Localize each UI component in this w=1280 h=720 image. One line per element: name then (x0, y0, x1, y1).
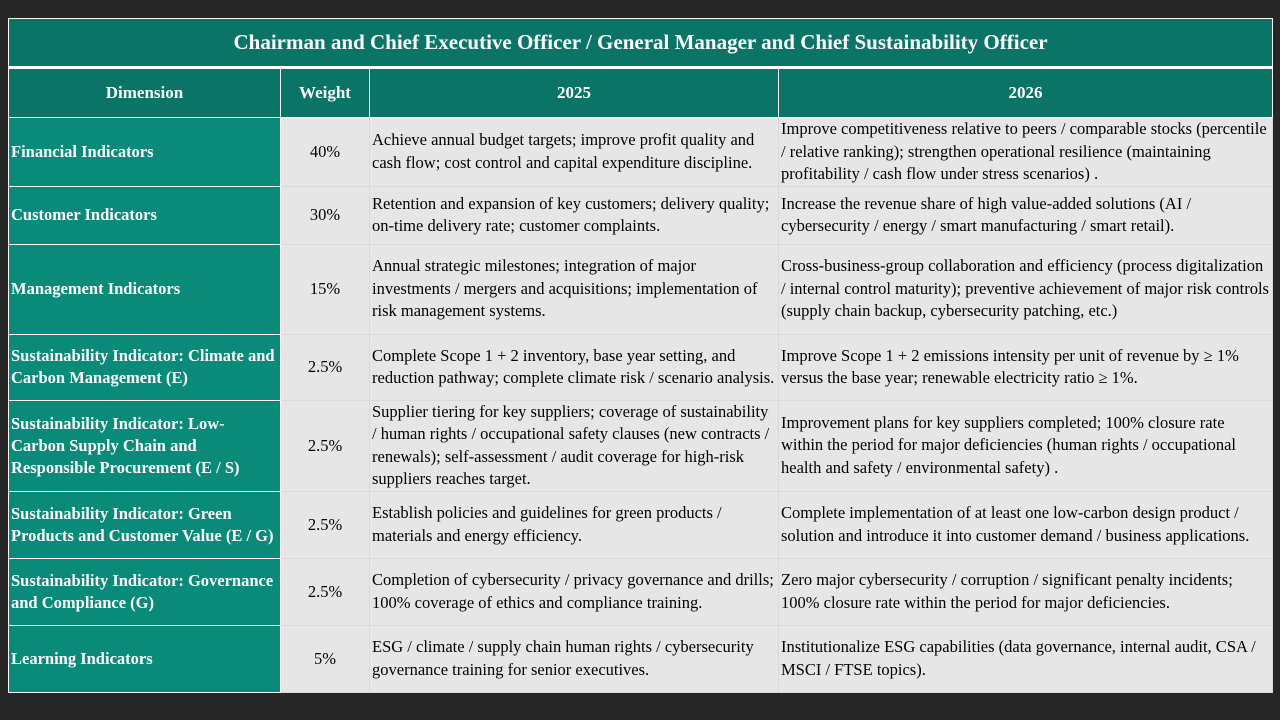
table-row (9, 118, 1273, 187)
goal-2026-cell: Complete implementation of at least one low-carbon design product / solution and introduce it into customer demand / business applications. (779, 491, 1273, 558)
weight-cell: 15% (281, 244, 370, 334)
goal-2025-cell: Completion of cybersecurity / privacy governance and drills; 100% coverage of ethics and compliance training. (370, 558, 779, 625)
dimension-cell: Financial Indicators (9, 118, 281, 187)
kpi-table (8, 18, 1273, 693)
slide-frame (8, 18, 1272, 692)
weight-cell: 2.5% (281, 400, 370, 491)
goal-2025-cell: Complete Scope 1 + 2 inventory, base year setting, and reduction pathway; complete climate risk / scenario analysis. (370, 334, 779, 400)
header-weight: Weight (281, 68, 370, 118)
header-2026: 2026 (779, 68, 1273, 118)
table-row (9, 244, 1273, 334)
weight-cell: 2.5% (281, 334, 370, 400)
goal-2026-cell: Improvement plans for key suppliers completed; 100% closure rate within the period for major deficiencies (human rights / occupational health and safety / environmental safety) . (779, 400, 1273, 491)
dimension-cell: Sustainability Indicator: Green Products and Customer Value (E / G) (9, 491, 281, 558)
dimension-cell: Sustainability Indicator: Governance and Compliance (G) (9, 558, 281, 625)
goal-2025-cell: Supplier tiering for key suppliers; coverage of sustainability / human rights / occupational safety clauses (new contracts / renewals); self-assessment / audit coverage for high-risk suppliers reaches target. (370, 400, 779, 491)
goal-2026-cell: Improve competitiveness relative to peers / comparable stocks (percentile / relative ranking); strengthen operational resilience (maintaining profitability / cash flow under stress scenarios) . (779, 118, 1273, 187)
dimension-cell: Sustainability Indicator: Low-Carbon Supply Chain and Responsible Procurement (E / S) (9, 400, 281, 491)
table-row (9, 491, 1273, 558)
dimension-cell: Management Indicators (9, 244, 281, 334)
goal-2026-cell: Increase the revenue share of high value-added solutions (AI / cybersecurity / energy / smart manufacturing / smart retail). (779, 186, 1273, 244)
weight-cell: 40% (281, 118, 370, 187)
table-title: Chairman and Chief Executive Officer / General Manager and Chief Sustainability Officer (9, 19, 1273, 68)
goal-2026-cell: Institutionalize ESG capabilities (data governance, internal audit, CSA / MSCI / FTSE topics). (779, 625, 1273, 692)
dimension-cell: Learning Indicators (9, 625, 281, 692)
goal-2025-cell: Achieve annual budget targets; improve profit quality and cash flow; cost control and capital expenditure discipline. (370, 118, 779, 187)
weight-cell: 2.5% (281, 558, 370, 625)
weight-cell: 5% (281, 625, 370, 692)
table-row (9, 186, 1273, 244)
header-dimension: Dimension (9, 68, 281, 118)
table-row (9, 334, 1273, 400)
goal-2026-cell: Cross-business-group collaboration and efficiency (process digitalization / internal control maturity); preventive achievement of major risk controls (supply chain backup, cybersecurity patching, etc.) (779, 244, 1273, 334)
goal-2025-cell: Annual strategic milestones; integration of major investments / mergers and acquisitions; implementation of risk management systems. (370, 244, 779, 334)
table-row (9, 400, 1273, 491)
dimension-cell: Customer Indicators (9, 186, 281, 244)
goal-2025-cell: Retention and expansion of key customers; delivery quality; on-time delivery rate; customer complaints. (370, 186, 779, 244)
table-row (9, 625, 1273, 692)
goal-2025-cell: Establish policies and guidelines for green products / materials and energy efficiency. (370, 491, 779, 558)
weight-cell: 2.5% (281, 491, 370, 558)
dimension-cell: Sustainability Indicator: Climate and Carbon Management (E) (9, 334, 281, 400)
goal-2026-cell: Zero major cybersecurity / corruption / significant penalty incidents; 100% closure rate within the period for major deficiencies. (779, 558, 1273, 625)
header-2025: 2025 (370, 68, 779, 118)
goal-2025-cell: ESG / climate / supply chain human rights / cybersecurity governance training for senior executives. (370, 625, 779, 692)
goal-2026-cell: Improve Scope 1 + 2 emissions intensity per unit of revenue by ≥ 1% versus the base year; renewable electricity ratio ≥ 1%. (779, 334, 1273, 400)
table-row (9, 558, 1273, 625)
weight-cell: 30% (281, 186, 370, 244)
